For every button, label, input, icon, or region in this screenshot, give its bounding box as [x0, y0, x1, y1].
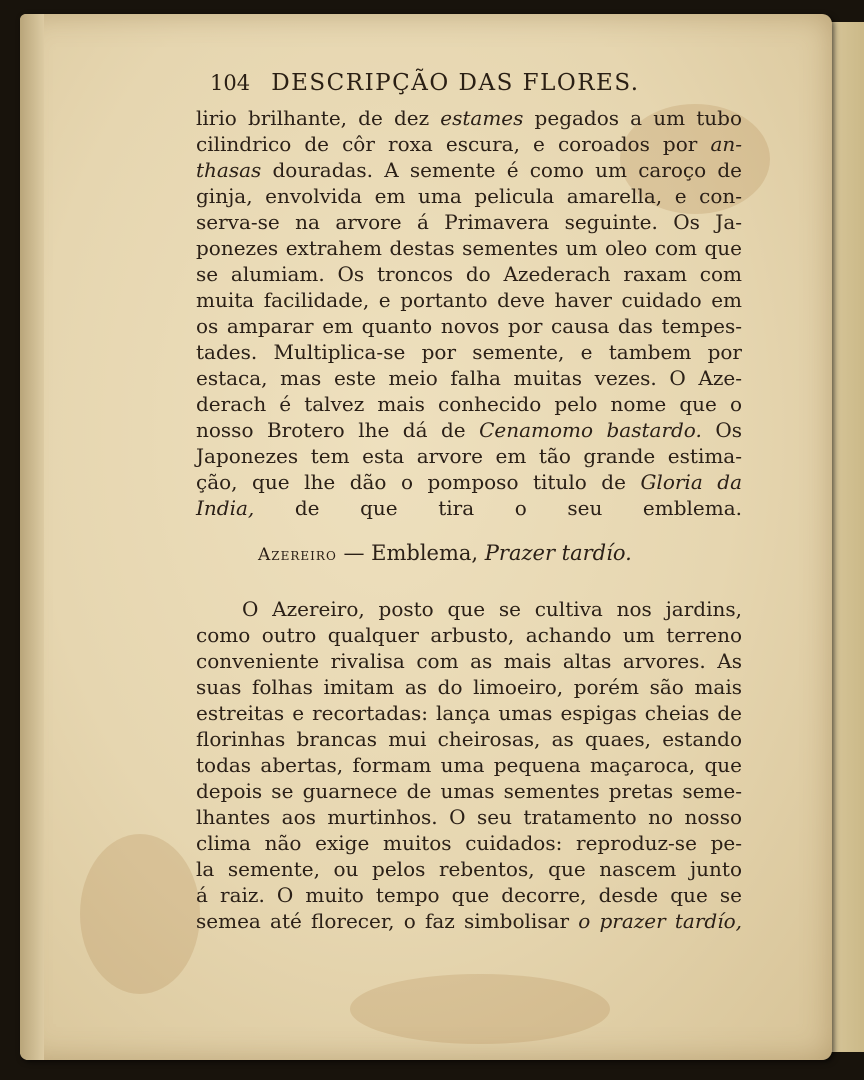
text-line	[196, 443, 742, 469]
text-segment: Japonezes tem esta arvore em tão grande estima-	[196, 444, 742, 468]
text-segment: florinhas brancas mui cheirosas, as quaes, estando	[196, 727, 742, 751]
text-segment: O Azereiro, posto que se cultiva nos jardins,	[242, 597, 742, 621]
text-segment: tades. Multiplica-se por semente, e tambem por	[196, 340, 742, 364]
text-line	[196, 648, 742, 674]
text-segment: nosso Brotero lhe dá de	[196, 418, 480, 442]
text-line	[196, 235, 742, 261]
text-segment: ginja, envolvida em uma pelicula amarella, e con-	[196, 184, 742, 208]
text-segment: á raiz. O muito tempo que decorre, desde que se	[196, 883, 742, 907]
text-line	[196, 131, 742, 157]
emblem-meaning: Prazer tardío.	[484, 541, 632, 565]
foxing-stain	[350, 974, 610, 1044]
text-segment: estaca, mas este meio falha muitas vezes. O Aze-	[196, 366, 742, 390]
text-line	[196, 183, 742, 209]
italic-text: an-	[710, 132, 742, 156]
italic-text: India,	[196, 496, 255, 520]
text-segment: lirio brilhante, de dez	[196, 106, 441, 130]
text-segment: ção, que lhe dão o pomposo titulo de	[196, 470, 641, 494]
running-header	[210, 70, 640, 96]
text-line	[196, 622, 742, 648]
text-segment: se alumiam. Os troncos do Azederach raxam com	[196, 262, 742, 286]
text-segment: douradas. A semente é como um caroço de	[261, 158, 742, 182]
text-line	[196, 830, 742, 856]
text-segment: pegados a um tubo	[523, 106, 743, 130]
text-segment: conveniente rivalisa com as mais altas arvores. As	[196, 649, 742, 673]
text-line	[196, 752, 742, 778]
paragraph-azereiro	[196, 596, 742, 934]
text-segment: estreitas e recortadas: lança umas espigas cheias de	[196, 701, 742, 725]
page-number: 104	[210, 71, 251, 95]
text-line	[196, 495, 742, 521]
text-segment: depois se guarnece de umas sementes pretas seme-	[196, 779, 742, 803]
section-heading	[258, 541, 632, 565]
heading-dash: —	[336, 541, 372, 565]
italic-text: Gloria da	[640, 470, 742, 494]
text-segment: Os	[701, 418, 742, 442]
text-segment: muita facilidade, e portanto deve haver cuidado em	[196, 288, 742, 312]
text-line	[196, 287, 742, 313]
text-line	[196, 391, 742, 417]
text-line	[196, 856, 742, 882]
italic-text: o prazer tardío,	[578, 909, 742, 933]
running-title: DESCRIPÇÃO DAS FLORES.	[271, 70, 640, 96]
text-segment: ponezes extrahem destas sementes um oleo com que	[196, 236, 742, 260]
italic-text: estames	[440, 106, 524, 130]
text-line	[196, 261, 742, 287]
emblem-label: Emblema,	[371, 541, 485, 565]
text-segment: suas folhas imitam as do limoeiro, porém são mais	[196, 675, 742, 699]
text-line	[196, 674, 742, 700]
text-line	[196, 365, 742, 391]
text-line	[196, 313, 742, 339]
text-line	[196, 778, 742, 804]
text-segment: derach é talvez mais conhecido pelo nome que o	[196, 392, 742, 416]
paragraph-azederach	[196, 105, 742, 521]
text-segment: clima não exige muitos cuidados: reproduz-se pe-	[196, 831, 742, 855]
italic-text: thasas	[196, 158, 262, 182]
text-segment: cilindrico de côr roxa escura, e coroados por	[196, 132, 711, 156]
text-segment: la semente, ou pelos rebentos, que nascem junto	[196, 857, 742, 881]
text-line	[196, 596, 742, 622]
text-line	[196, 417, 742, 443]
text-segment: os amparar em quanto novos por causa das tempes-	[196, 314, 742, 338]
text-segment: de que tira o seu emblema.	[254, 496, 742, 520]
text-line	[196, 209, 742, 235]
text-line	[196, 908, 742, 934]
text-line	[196, 105, 742, 131]
text-segment: lhantes aos murtinhos. O seu tratamento no nosso	[196, 805, 742, 829]
text-segment: semea até florecer, o faz simbolisar	[196, 909, 579, 933]
text-line	[196, 700, 742, 726]
text-line	[196, 882, 742, 908]
plant-name: Azereiro	[258, 545, 337, 565]
foxing-stain	[80, 834, 200, 994]
page-left-edge	[20, 14, 44, 1060]
italic-text: Cenamomo bastardo.	[479, 418, 702, 442]
text-segment: como outro qualquer arbusto, achando um terreno	[196, 623, 742, 647]
text-line	[196, 339, 742, 365]
text-line	[196, 726, 742, 752]
text-segment: todas abertas, formam uma pequena maçaroca, que	[196, 753, 742, 777]
text-segment: serva-se na arvore á Primavera seguinte. Os Ja-	[196, 210, 742, 234]
text-line	[196, 804, 742, 830]
text-line	[196, 469, 742, 495]
text-line	[196, 157, 742, 183]
